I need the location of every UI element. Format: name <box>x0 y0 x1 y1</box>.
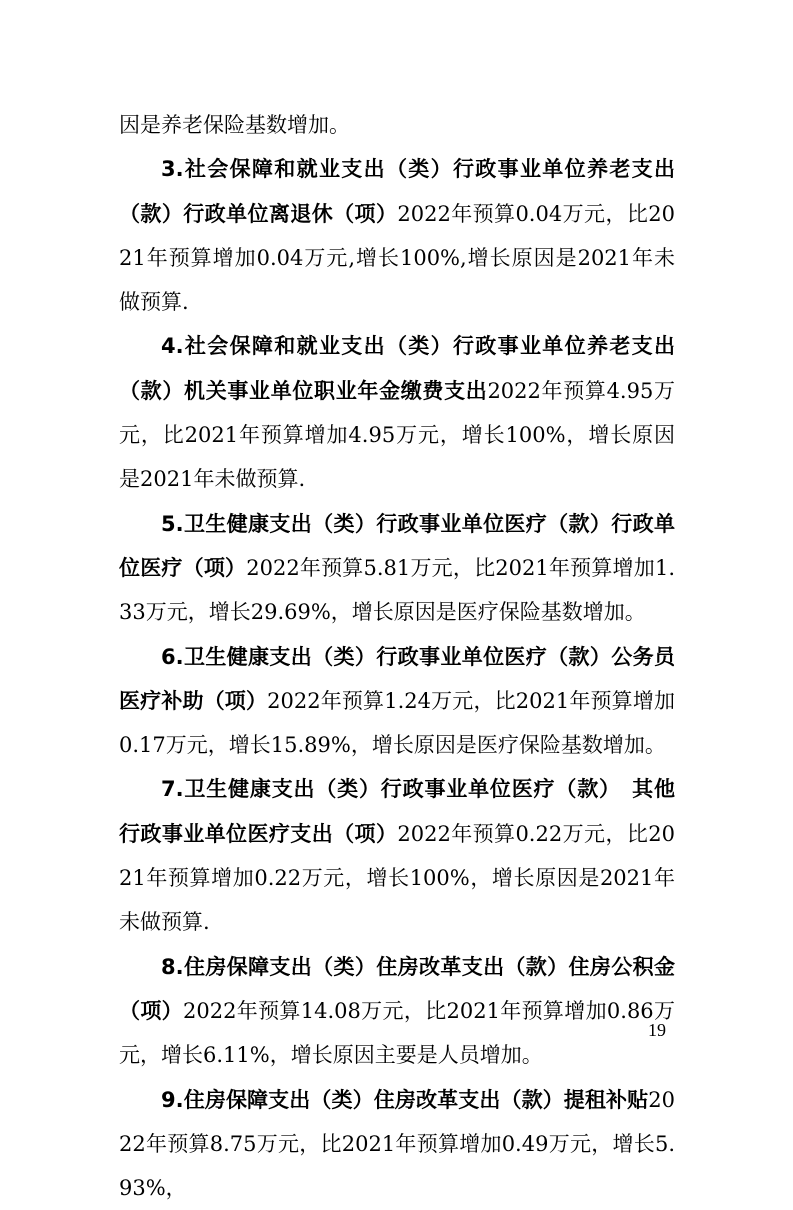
budget-item-paragraph <box>119 324 675 501</box>
budget-item-paragraph <box>119 635 675 768</box>
budget-item-paragraph <box>119 945 675 1078</box>
budget-item-heading: 9.住房保障支出（类）住房改革支出（款）提租补贴 <box>161 1087 649 1112</box>
budget-item-heading: 5.卫生健康支出（类）行政事业单位医疗（款）行政单位医疗（项） <box>119 511 675 580</box>
budget-item-paragraph <box>119 767 675 944</box>
budget-item-text: 2022年预算14.08万元，比2021年预算增加0.86万元，增长6.11%，增长原因主要是人员增加。 <box>119 998 675 1068</box>
budget-item-heading: 7.卫生健康支出（类）行政事业单位医疗（款） 其他行政事业单位医疗支出（项） <box>119 777 675 846</box>
budget-item-text: 2022年预算5.81万元，比2021年预算增加1.33万元，增长29.69%，增长原因是医疗保险基数增加。 <box>119 555 675 625</box>
budget-item-paragraph <box>119 502 675 635</box>
budget-item-text: 2022年预算1.24万元，比2021年预算增加0.17万元，增长15.89%，增长原因是医疗保险基数增加。 <box>119 688 675 758</box>
continuation-paragraph: 因是养老保险基数增加。 <box>119 113 350 137</box>
budget-item-text: 2022年预算8.75万元，比2021年预算增加0.49万元，增长5.93%， <box>119 1087 675 1201</box>
budget-item-text: 2022年预算0.04万元，比2021年预算增加0.04万元,增长100%,增长原因是2021年未做预算. <box>119 201 675 315</box>
budget-item-heading: 3.社会保障和就业支出（类）行政事业单位养老支出（款）行政单位离退休（项） <box>119 157 675 226</box>
budget-item-text: 2022年预算4.95万元，比2021年预算增加4.95万元，增长100%，增长原因是2021年未做预算. <box>119 378 676 492</box>
budget-item-paragraph <box>119 147 675 324</box>
budget-item-heading: 4.社会保障和就业支出（类）行政事业单位养老支出（款）机关事业单位职业年金缴费支出 <box>119 334 675 403</box>
budget-item-heading: 8.住房保障支出（类）住房改革支出（款）住房公积金（项） <box>119 954 675 1023</box>
page-number: 19 <box>648 1020 666 1040</box>
document-body <box>119 103 675 1210</box>
budget-item-paragraph <box>119 1078 675 1210</box>
budget-item-heading: 6.卫生健康支出（类）行政事业单位医疗（款）公务员医疗补助（项） <box>119 644 675 713</box>
budget-item-text: 2022年预算0.22万元，比2021年预算增加0.22万元，增长100%，增长原因是2021年未做预算. <box>119 821 675 935</box>
